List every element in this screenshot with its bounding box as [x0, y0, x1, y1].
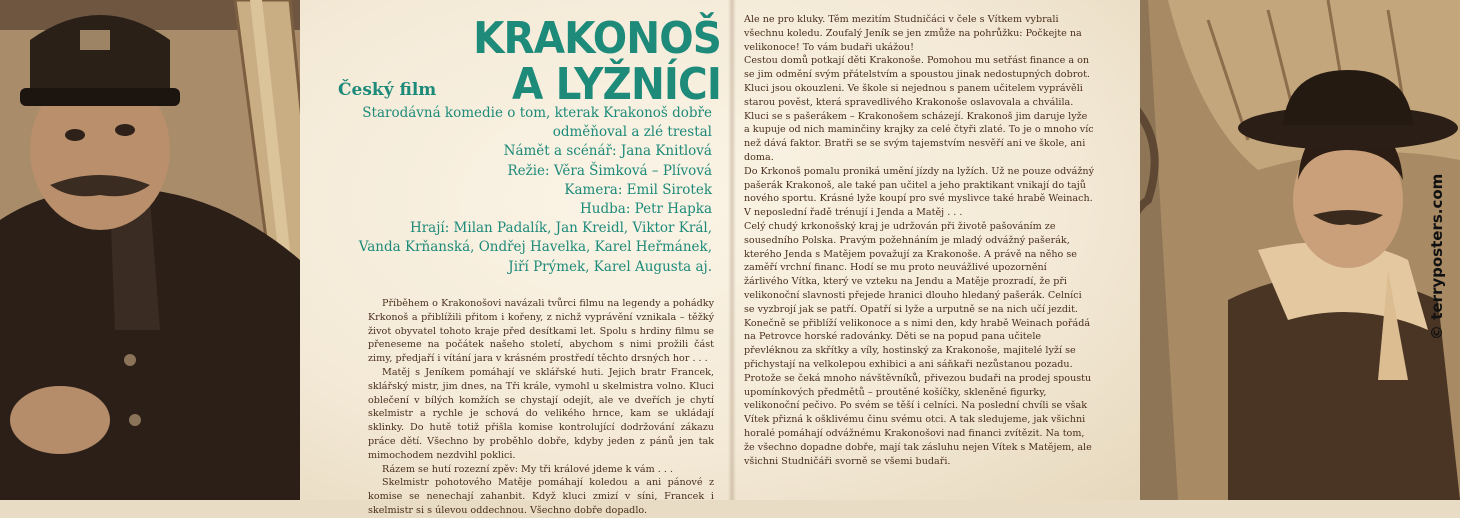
synopsis-right-column [744, 13, 1094, 468]
synopsis-left-column [368, 297, 714, 518]
credits-line: odměňoval a zlé trestal [552, 124, 712, 141]
film-title-line1: KRAKONOŠ [473, 13, 721, 64]
page-fold [728, 0, 736, 500]
film-subtitle: Český film [338, 80, 437, 100]
credits-line: Režie: Věra Šimková – Plívová [507, 162, 712, 179]
synopsis-paragraph: Matěj s Jeníkem pomáhají ve sklářské huti. Jejich bratr Francek, sklářský mistr, jim dnes, na Tři krále, vymohl u skelmistra volno. Kluci oblečení v bílých komžích se chystají odejít, ale ve dveřích je chytí skelmistr a rychle je schová do velikého hrnce, kam se ukládají sklinky. Do hutě totiž přišla komise kontrolující dodržování zákazu práce dětí. Všechno by proběhlo dobře, kdyby jeden z pánů jen tak mimochodem nezdvihl poklici. [368, 366, 714, 461]
credits-line: Hrají: Milan Padalík, Jan Kreidl, Viktor Král, [409, 220, 712, 237]
copyright-watermark: © terryposters.com [1428, 173, 1446, 340]
synopsis-paragraph: Konečně se přiblíží velikonoce a s nimi den, kdy hrabě Weinach pořádá na Petrovce horské radovánky. Děti se na popud pana učitele převléknou za skřítky a víly, hostinský za Krakonoše, majitelé lyží se přichystají na velkolepou exhibici a ani sáňkaři nezůstanou pozadu. Protože se čeká mnoho návštěvníků, přivezou budaři na prodej spoustu upomínkových předmětů – proutěné košíčky, skleněné figurky, velikonoční pečivo. Po svém se těší i celníci. Na poslední chvíli se však Vítek přizná k ošklivému činu svému otci. A tak sledujeme, jak všichni horalé pomáhají odvážnému Krakonošovi nad financi zvítězit. Na tom, že všechno dopadne dobře, mají tak zásluhu nejen Vítek s Matějem, ale všichni Studničáři svorně se všemi budaři. [744, 317, 1092, 467]
credits-line: Starodávná komedie o tom, kterak Krakonoš dobře [362, 105, 712, 121]
credits-line: Vanda Krňanská, Ondřej Havelka, Karel Heřmánek, [358, 239, 712, 256]
synopsis-paragraph: Skelmistr pohotového Matěje pomáhají koledou a ani pánové z komise se nenechají zahanbit. Když kluci zmizí v síni, Francek i skelmistr si s úlevou oddechnou. Všechno dobře dopadlo. [368, 477, 714, 516]
photo-right-man-with-hat [1108, 0, 1460, 500]
film-credits [350, 104, 712, 277]
synopsis-paragraph: Příběhem o Krakonošovi navázali tvůrci filmu na legendy a pohádky Krkonoš a přiblížili přitom i kořeny, z nichž vyprávění vznikala – těžký život obyvatel tohoto kraje před desítkami let. Spolu s hrdiny filmu se přeneseme na počátek našeho století, abychom s nimi prožili část zimy, předjaří i vítání jara v krásném prostředí těchto drsných hor . . . [368, 298, 714, 365]
synopsis-paragraph: Cestou domů potkají děti Krakonoše. Pomohou mu setřást finance a on se jim odmění svým přátelstvím a spoustou jinak nedostupných dobrot. Kluci jsou okouzleni. Ve škole si nejednou s panem učitelem vyprávěli starou pověst, která spravedlivého Krakonoše oslavovala a chválila. Kluci se s pašerákem – Krakonošem scházejí. Krakonoš jim daruje lyže a kupuje od nich maminčiny krajky za celé čtyři zlaté. To je o mnoho víc než dává faktor. Bratři se se svým tajemstvím nesvěří ani ve škole, ani doma. [744, 55, 1094, 163]
film-title-line2: A LYŽNÍCI [511, 59, 721, 110]
credits-line: Kamera: Emil Sirotek [564, 181, 712, 198]
synopsis-paragraph: Ale ne pro kluky. Těm mezitím Studničáci v čele s Vítkem vybrali všechnu koledu. Zoufalý Jeník se jen zmůže na pohrůžku: Počkejte na velikonoce! To vám budaři ukážou! [744, 14, 1082, 53]
film-title [440, 13, 721, 110]
synopsis-paragraph: Rázem se hutí rozezní zpěv: My tři králové jdeme k vám . . . [382, 463, 674, 475]
credits-line: Jiří Prýmek, Karel Augusta aj. [508, 258, 712, 275]
synopsis-paragraph: Do Krkonoš pomalu proniká umění jízdy na lyžích. Už ne pouze odvážný pašerák Krakonoš, ale také pan učitel a jeho praktikant vnikají do tajů nového sportu. Krásné lyže koupí pro své myslivce také hrabě Weinach. V neposlední řadě trénují i Jenda a Matěj . . . [744, 165, 1095, 219]
synopsis-paragraph: Celý chudý krkonošský kraj je udržován při životě pašováním ze sousedního Polska. Pravým požehnáním je mladý odvážný pašerák, kterého Jenda s Matějem považují za Krakonoše. A právě na něho se zaměří vrchní financ. Hodí se mu proto neuvážlivé upozornění žárlivého Vítka, který ve vzteku na Jendu a Matěje prozradí, že při velikonoční slavnosti přejede hranici dlouho hledaný pašerák. Celníci se vyzbrojí jak se patří. Opatří si lyže a urputně se na nich učí jezdit. [744, 220, 1082, 315]
credits-line: Hudba: Petr Hapka [580, 201, 712, 218]
credits-line: Námět a scénář: Jana Knitlová [503, 143, 712, 160]
man-illustration [1108, 0, 1460, 500]
